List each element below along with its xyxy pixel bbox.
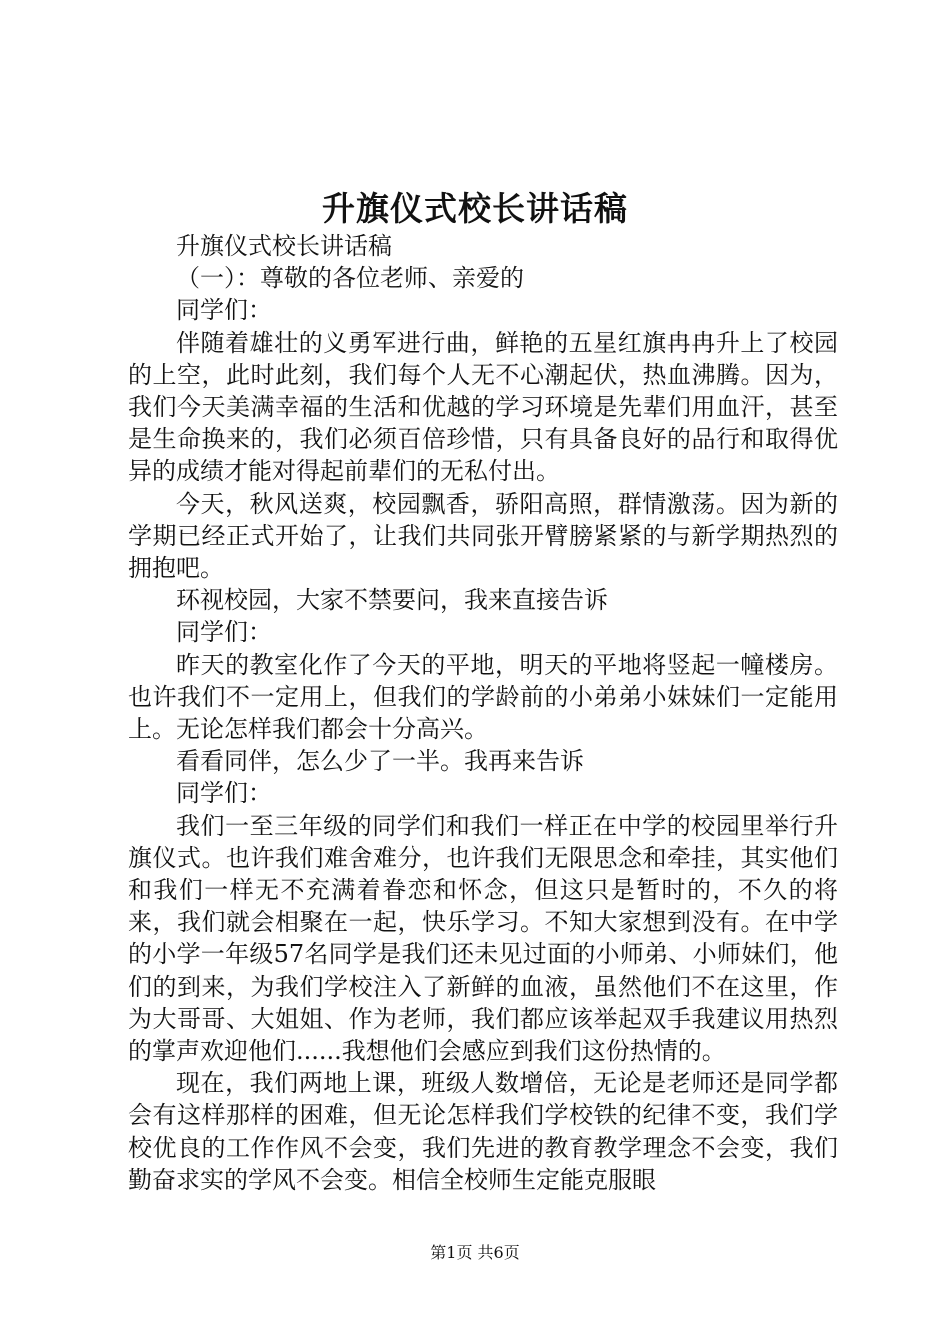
page-title: 升旗仪式校长讲话稿	[322, 189, 628, 228]
paragraph: （一）：尊敬的各位老师、亲爱的	[176, 264, 524, 293]
paragraph: 我们一至三年级的同学们和我们一样正在中学的校园里举行升旗仪式。也许我们难舍难分，也许我们无限思念和牵挂，其实他们和我们一样无不充满着眷恋和怀念，但这只是暂时的，不久的将来，我们就会相聚在一起，快乐学习。不知大家想到没有。在中学的小学一年级57名同学是我们还未见过面的小师弟、小师妹们，他们的到来，为我们学校注入了新鲜的血液，虽然他们不在这里，作为大哥哥、大姐姐、作为老师，我们都应该举起双手我建议用热烈的掌声欢迎他们......我想他们会感应到我们这份热情的。	[128, 811, 838, 1066]
paragraph: 同学们：	[176, 618, 272, 647]
paragraph: 同学们：	[176, 779, 272, 808]
paragraph: 现在，我们两地上课，班级人数增倍，无论是老师还是同学都会有这样那样的困难，但无论怎样我们学校铁的纪律不变，我们学校优良的工作作风不会变，我们先进的教育教学理念不会变，我们勤奋求实的学风不会变。相信全校师生定能克服眼	[128, 1069, 838, 1194]
paragraph: 伴随着雄壮的义勇军进行曲，鲜艳的五星红旗冉冉升上了校园的上空，此时此刻，我们每个人无不心潮起伏，热血沸腾。因为，我们今天美满幸福的生活和优越的学习环境是先辈们用血汗，甚至是生命换来的，我们必须百倍珍惜，只有具备良好的品行和取得优异的成绩才能对得起前辈们的无私付出。	[128, 328, 838, 486]
paragraph: 环视校园，大家不禁要问，我来直接告诉	[176, 586, 608, 615]
paragraph: 同学们：	[176, 296, 272, 325]
page-footer: 第1页 共6页	[430, 1243, 520, 1262]
document-body	[128, 230, 838, 1196]
paragraph: 升旗仪式校长讲话稿	[176, 232, 392, 260]
paragraph: 看看同伴，怎么少了一半。我再来告诉	[176, 747, 584, 776]
paragraph: 昨天的教室化作了今天的平地，明天的平地将竖起一幢楼房。也许我们不一定用上，但我们的学龄前的小弟弟小妹妹们一定能用上。无论怎样我们都会十分高兴。	[128, 650, 838, 744]
paragraph: 今天，秋风送爽，校园飘香，骄阳高照，群情激荡。因为新的学期已经正式开始了，让我们共同张开臂膀紧紧的与新学期热烈的拥抱吧。	[128, 489, 838, 583]
